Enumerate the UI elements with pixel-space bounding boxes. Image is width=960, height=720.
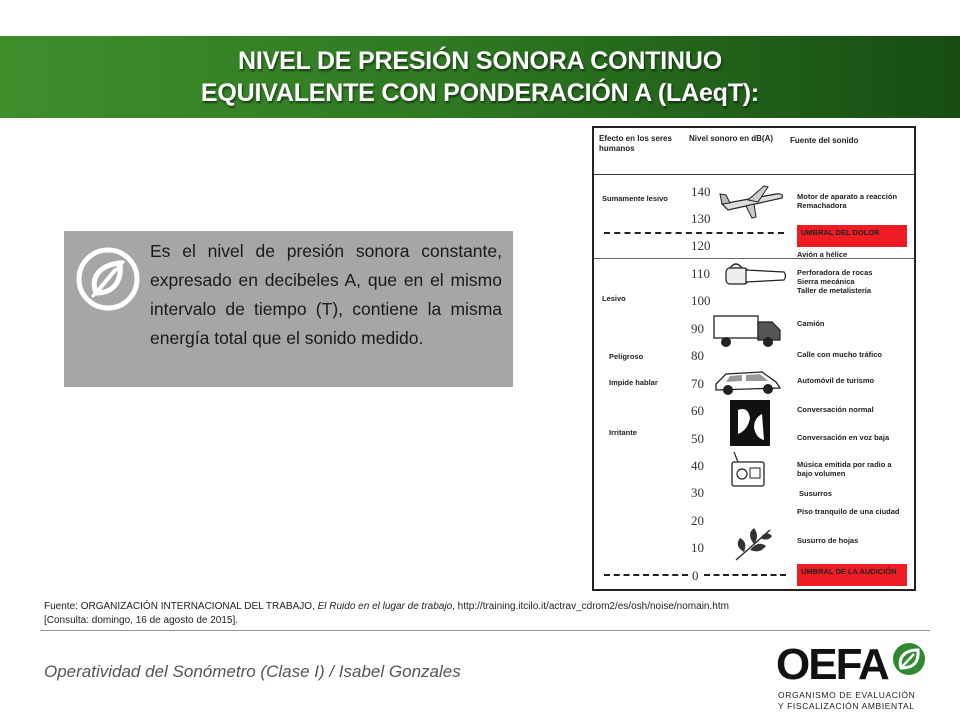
level-100: 100 xyxy=(691,293,711,308)
level-80: 80 xyxy=(691,348,704,363)
pain-threshold-label: UMBRAL DEL DOLOR xyxy=(797,225,907,247)
level-30: 30 xyxy=(691,485,704,500)
source-quiet-city: Piso tranquilo de una ciudad xyxy=(797,507,900,516)
level-40: 40 xyxy=(691,458,704,473)
effect-extremely-harmful: Sumamente lesivo xyxy=(602,194,668,203)
leaf-icon xyxy=(76,247,140,311)
level-70: 70 xyxy=(691,376,704,391)
level-60: 60 xyxy=(691,403,704,418)
noise-level-chart xyxy=(592,126,916,591)
source-low-radio: Música emitida por radio a bajo volumen xyxy=(797,460,892,478)
conversation-faces-icon xyxy=(730,400,770,446)
effect-harmful: Lesivo xyxy=(602,294,626,303)
oefa-logo xyxy=(776,642,936,712)
source-quiet-conversation: Conversación en voz baja xyxy=(797,433,890,442)
level-0: 0 xyxy=(692,568,699,583)
source-rock-drill: Perforadora de rocas xyxy=(797,268,873,277)
header-divider xyxy=(594,174,914,175)
header-level: Nivel sonoro en dB(A) xyxy=(689,134,774,143)
level-140: 140 xyxy=(691,184,711,199)
footnote-prefix: Fuente: ORGANIZACIÓN INTERNACIONAL DEL TRABAJO, xyxy=(44,601,318,612)
hearing-threshold-label: UMBRAL DE LA AUDICIÓN xyxy=(797,564,907,586)
header-source: Fuente del sonido xyxy=(790,136,859,145)
footnote-work-title: El Ruido en el lugar de trabajo xyxy=(317,601,453,612)
source-heavy-traffic: Calle con mucho tráfico xyxy=(797,350,883,359)
leaves-icon xyxy=(732,526,774,564)
source-chainsaw: Sierra mecánica xyxy=(797,277,855,286)
pain-dashed-line xyxy=(604,232,784,234)
source-normal-conversation: Conversación normal xyxy=(797,405,874,414)
footer-divider xyxy=(40,630,930,631)
level-50: 50 xyxy=(691,431,704,446)
header-effect: Efecto en los seres humanos xyxy=(599,134,672,153)
definition-text: Es el nivel de presión sonora constante, expresado en decibeles A, que en el mismo intervalo de tiempo (T), contiene la misma energía total que el sonido medido. xyxy=(150,241,502,348)
level-120: 120 xyxy=(691,238,711,253)
footnote-url: , http://training.itcilo.it/actrav_cdrom2/es/osh/noise/nomain.htm xyxy=(452,601,729,612)
hearing-dashed-line-right xyxy=(704,574,786,576)
footnote-consult-date: [Consulta: domingo, 16 de agosto de 2015]. xyxy=(44,615,239,626)
title-banner xyxy=(0,36,960,118)
jet-plane-icon xyxy=(718,184,786,220)
source-footnote xyxy=(44,600,924,628)
level-110: 110 xyxy=(691,266,711,281)
title-line-1: NIVEL DE PRESIÓN SONORA CONTINUO xyxy=(238,47,722,75)
level-10: 10 xyxy=(691,540,704,555)
effect-dangerous: Peligroso xyxy=(609,352,644,361)
logo-wordmark: OEFA xyxy=(776,640,888,689)
definition-box xyxy=(64,231,513,387)
source-jet-engine: Motor de aparato a reacción xyxy=(797,192,898,201)
level-20: 20 xyxy=(691,513,704,528)
level-90: 90 xyxy=(691,321,704,336)
source-rustling-leaves: Susurro de hojas xyxy=(797,536,859,545)
logo-subtitle-line-2: Y FISCALIZACIÓN AMBIENTAL xyxy=(778,701,915,711)
logo-leaf-icon xyxy=(892,642,926,676)
title-line-2: EQUIVALENTE CON PONDERACIÓN A (LAeqT): xyxy=(200,79,760,107)
chainsaw-icon xyxy=(724,260,788,288)
source-whispers: Susurros xyxy=(799,489,832,498)
footer-caption: Operatividad del Sonómetro (Clase I) / Isabel Gonzales xyxy=(44,662,461,681)
source-car: Automóvil de turismo xyxy=(797,376,875,385)
hearing-dashed-line-left xyxy=(604,574,688,576)
truck-icon xyxy=(712,314,784,348)
source-propeller-plane: Avión a hélice xyxy=(797,250,848,259)
source-truck: Camión xyxy=(797,319,825,328)
source-riveter: Remachadora xyxy=(797,201,847,210)
source-metal-workshop: Taller de metalistería xyxy=(797,286,872,295)
car-icon xyxy=(712,366,784,396)
level-130: 130 xyxy=(691,211,711,226)
effect-irritating: Irritante xyxy=(609,428,637,437)
logo-subtitle-line-1: ORGANISMO DE EVALUACIÓN xyxy=(778,690,916,700)
effect-prevents-speech: Impide hablar xyxy=(609,378,658,387)
radio-icon xyxy=(730,452,766,488)
